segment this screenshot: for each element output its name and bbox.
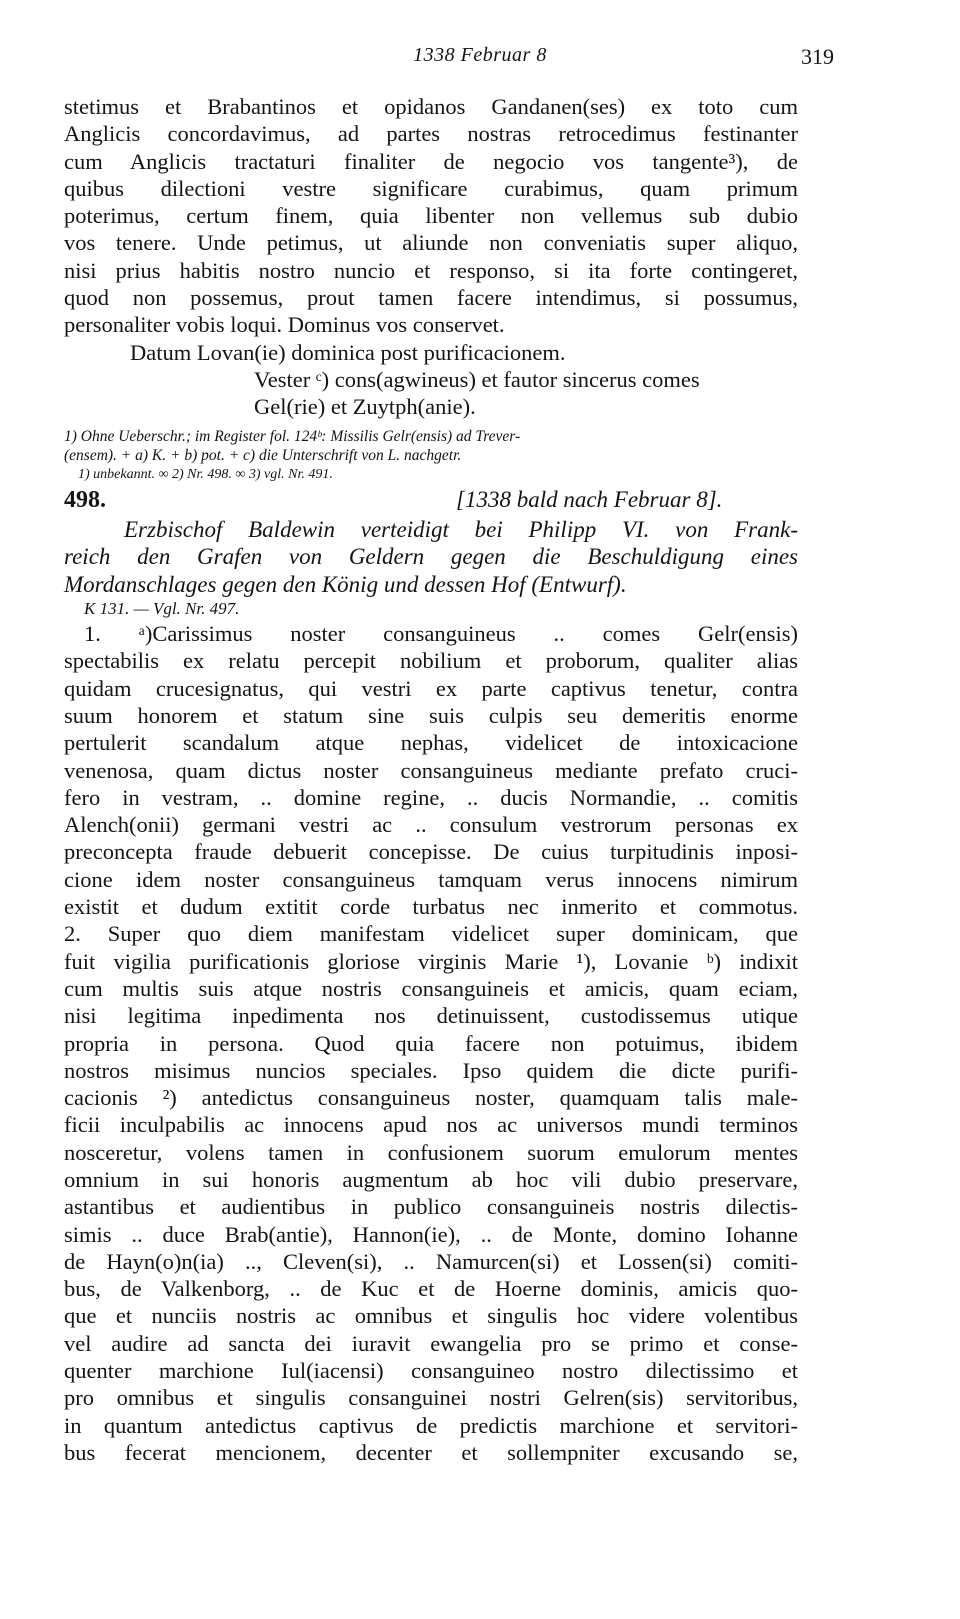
text-line: in quantum antedictus captivus de predictis marchione et servitori- (64, 1412, 798, 1438)
entry-body-text (64, 620, 798, 1466)
text-line: Anglicis concordavimus, ad partes nostras retrocedimus festinanter (64, 121, 798, 147)
entry-number: 498. (64, 486, 106, 513)
text-line: bus fecerat mencionem, decenter et sollempniter excusando se, (64, 1439, 798, 1465)
dating-clause: Datum Lovan(ie) dominica post purificacionem. (130, 339, 566, 365)
entry-regest (64, 516, 798, 599)
text-line: nisi prius habitis nostro nuncio et responso, si ita forte contingeret, (64, 257, 798, 283)
page-number: 319 (801, 44, 834, 69)
footnote-line: (ensem). + a) K. + b) pot. + c) die Unterschrift von L. nachgetr. (64, 446, 462, 464)
text-line: poterimus, certum finem, quia libenter non vellemus sub dubio (64, 203, 798, 229)
text-line: 1. ᵃ)Carissimus noster consanguineus .. comes Gelr(ensis) (84, 621, 798, 647)
text-line: fero in vestram, .. domine regine, .. ducis Normandie, .. comitis (64, 784, 798, 810)
entry-date: [1338 bald nach Februar 8]. (456, 486, 723, 512)
text-line: omnium in sui honoris augmentum ab hoc vili dubio preservare, (64, 1167, 798, 1192)
text-line: ficii inculpabilis ac innocens apud nos ac universos mundi terminos (64, 1112, 798, 1138)
text-line: nisi legitima inpedimenta nos detinuissent, custodissemus utique (64, 1003, 798, 1029)
text-line: simis .. duce Brab(antie), Hannon(ie), .. de Monte, domino Iohanne (64, 1221, 798, 1247)
text-line: vos tenere. Unde petimus, ut aliunde non conveniatis super aliquo, (64, 230, 798, 256)
text-line: quod non possemus, prout tamen facere intendimus, si possumus, (64, 285, 798, 311)
text-line: preconcepta fraude debuerit concepisse. De cuius turpitudinis inposi- (64, 839, 798, 865)
entry-source: K 131. — Vgl. Nr. 497. (84, 599, 240, 619)
text-line: cione idem noster consanguineus tamquam verus innocens nimirum (64, 866, 798, 892)
text-line: suum honorem et statum sine suis culpis seu demeritis enorme (64, 702, 798, 728)
signature-line: Gel(rie) et Zuytph(anie). (254, 394, 476, 420)
text-line: cum multis suis atque nostris consanguineis et amicis, quam eciam, (64, 975, 798, 1001)
text-line: pro omnibus et singulis consanguinei nostri Gelren(sis) servitoribus, (64, 1385, 798, 1411)
text-line: bus, de Valkenborg, .. de Kuc et de Hoerne dominis, amicis quo- (64, 1276, 798, 1302)
text-line: quidam crucesignatus, qui vestri ex parte captivus tenetur, contra (64, 675, 798, 701)
text-line: quibus dilectioni vestre significare curabimus, quam primum (64, 175, 798, 201)
text-column (64, 93, 798, 1466)
text-line: cacionis ²) antedictus consanguineus noster, quamquam talis male- (64, 1085, 798, 1111)
text-line: spectabilis ex relatu percepit nobilium et proborum, qualiter alias (64, 648, 798, 674)
text-line: astantibus et audientibus in publico consanguineis nostris dilectis- (64, 1194, 798, 1220)
text-line: quenter marchione Iul(iacensi) consanguineo nostro dilectissimo et (64, 1358, 798, 1384)
regest-line: reich den Grafen von Geldern gegen die Beschuldigung eines (64, 544, 798, 570)
text-line: de Hayn(o)n(ia) .., Cleven(si), .. Namurcen(si) et Lossen(si) comiti- (64, 1248, 798, 1274)
text-line: Alench(onii) germani vestri ac .. consulum vestrorum personas ex (64, 812, 798, 838)
preceding-letter-text (64, 93, 798, 339)
text-line: cum Anglicis tractaturi finaliter de negocio vos tangente³), de (64, 148, 798, 174)
text-line: nosceretur, volens tamen in confusionem suorum emulorum mentes (64, 1139, 798, 1165)
text-line: existit et dudum extitit corde turbatus nec inmerito et commotus. (64, 894, 798, 920)
text-line: fuit vigilia purificationis gloriose virginis Marie ¹), Lovanie ᵇ) indixit (64, 948, 798, 974)
footnote-line: 1) Ohne Ueberschr.; im Register fol. 124ᵇ: Missilis Gelr(ensis) ad Trever- (64, 427, 521, 445)
text-line: vel audire ad sancta dei iuravit ewangelia pro se primo et conse- (64, 1330, 798, 1356)
text-line: que et nunciis nostris ac omnibus et singulis hoc videre volentibus (64, 1303, 798, 1329)
signature-line: Vester ᶜ) cons(agwineus) et fautor sincerus comes (254, 366, 700, 392)
regest-line: Erzbischof Baldewin verteidigt bei Philipp VI. von Frank- (124, 516, 798, 542)
text-line: 2. Super quo diem manifestam videlicet super dominicam, que (64, 921, 798, 947)
text-line: venenosa, quam dictus noster consanguineus mediante prefato cruci- (64, 757, 798, 783)
text-line: stetimus et Brabantinos et opidanos Gandanen(ses) ex toto cum (64, 94, 798, 119)
running-header-date: 1338 Februar 8 (413, 44, 547, 66)
text-line: pertulerit scandalum atque nephas, videlicet de intoxicacione (64, 730, 798, 756)
entry-heading (64, 484, 798, 516)
text-line: personaliter vobis loqui. Dominus vos conservet. (64, 312, 505, 338)
regest-line: Mordanschlages gegen den König und dessen Hof (Entwurf). (64, 571, 627, 597)
footnote-line: 1) unbekannt. ∞ 2) Nr. 498. ∞ 3) vgl. Nr. 491. (78, 466, 333, 482)
footnotes (64, 427, 798, 484)
text-line: nostros misimus nuncios speciales. Ipso quidem die dicte purifi- (64, 1057, 798, 1083)
text-line: propria in persona. Quod quia facere non potuimus, ibidem (64, 1030, 798, 1056)
